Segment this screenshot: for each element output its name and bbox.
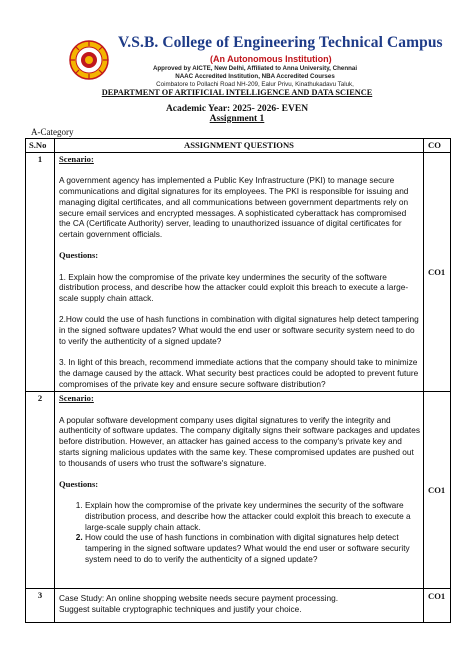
table-header-row xyxy=(26,139,451,153)
college-logo-icon xyxy=(69,40,109,80)
co-value: CO1 xyxy=(424,392,451,589)
table-row xyxy=(26,153,451,392)
co-value: CO1 xyxy=(424,153,451,392)
assignment-table xyxy=(25,138,451,623)
table-row xyxy=(26,589,451,623)
scenario-label: Scenario: xyxy=(59,154,94,164)
autonomous-tagline: (An Autonomous Institution) xyxy=(210,54,332,64)
question-cell xyxy=(55,589,424,623)
scenario-label: Scenario: xyxy=(59,393,94,404)
accreditation-line: NAAC Accredited Institution, NBA Accredited Courses xyxy=(175,73,335,80)
case-study-text: Case Study: An online shopping website needs secure payment processing. Suggest suitable cryptographic techniques and justify your choice. xyxy=(59,593,339,615)
row-number: 3 xyxy=(26,589,55,623)
question-item: 1. Explain how the compromise of the private key undermines the security of the software distribution process, and describe how the attacker could exploit this breach to execute a large-scale supply chain attack. xyxy=(59,271,409,304)
questions-list xyxy=(59,500,420,564)
scenario-text: A government agency has implemented a Public Key Infrastructure (PKI) to manage secure communications and digital signatures for its employees. The PKI is responsible for issuing and managing digital certificates, and all communications between government departments rely on secure email services and encrypted messages. A sophisticated cyberattack has compromised the CA (Certificate Authority) server, leading to unauthorized issuance of digital certificates for certain government officials. xyxy=(59,175,409,239)
question-item: 2. How could the use of hash functions in combination with digital signatures help detect tampering in the signed software updates? What would the end user or software security system need to do to verify the authenticity of a signed update? xyxy=(85,532,420,564)
question-item: 3. In light of this breach, recommend immediate actions that the company should take to minimize the damage caused by the attack. What security best practices could be adopted to prevent future compromises of the private key and ensure secure software distribution? xyxy=(59,357,419,389)
approval-line: Approved by AICTE, New Delhi, Affiliated to Anna University, Chennai xyxy=(152,65,358,72)
assignment-title: Assignment 1 xyxy=(209,114,265,124)
header-sno: S.No xyxy=(26,139,55,153)
question-cell xyxy=(55,392,424,589)
category-label: A-Category xyxy=(31,127,74,137)
table-row xyxy=(26,392,451,589)
row-number: 1 xyxy=(26,153,55,392)
header-questions: ASSIGNMENT QUESTIONS xyxy=(55,139,424,153)
questions-label: Questions: xyxy=(59,478,99,489)
question-item: 2.How could the use of hash functions in combination with digital signatures help detect tampering in the signed software updates? What would the end user or software security system need to do to verify the authenticity of a signed update? xyxy=(59,314,419,346)
college-name: V.S.B. College of Engineering Technical Campus xyxy=(118,34,443,51)
header-co: CO xyxy=(424,139,451,153)
co-value: CO1 xyxy=(424,589,451,623)
question-item: 1. Explain how the compromise of the private key undermines the security of the software distribution process, and describe how the attacker could exploit this breach to execute a large-scale supply chain attack. xyxy=(85,500,420,532)
question-cell xyxy=(55,153,424,392)
academic-year: Academic Year: 2025- 2026- EVEN xyxy=(165,104,309,114)
address-line: Coimbatore to Pollachi Road NH-209, Ealur Privu, Kinathukadavu Taluk, xyxy=(156,81,354,88)
row-number: 2 xyxy=(26,392,55,589)
department-title: DEPARTMENT OF ARTIFICIAL INTELLIGENCE AND DATA SCIENCE xyxy=(101,88,373,97)
questions-label: Questions: xyxy=(59,250,99,261)
scenario-text: A popular software development company uses digital signatures to verify the integrity and authenticity of software updates. The company digitally signs their software packages and updates before distribution. However, an attacker has gained access to the company's private key and starts signing malicious updates with the same key. These compromised updates are pushed out to thousands of users who trust the software's signature. xyxy=(59,414,420,468)
